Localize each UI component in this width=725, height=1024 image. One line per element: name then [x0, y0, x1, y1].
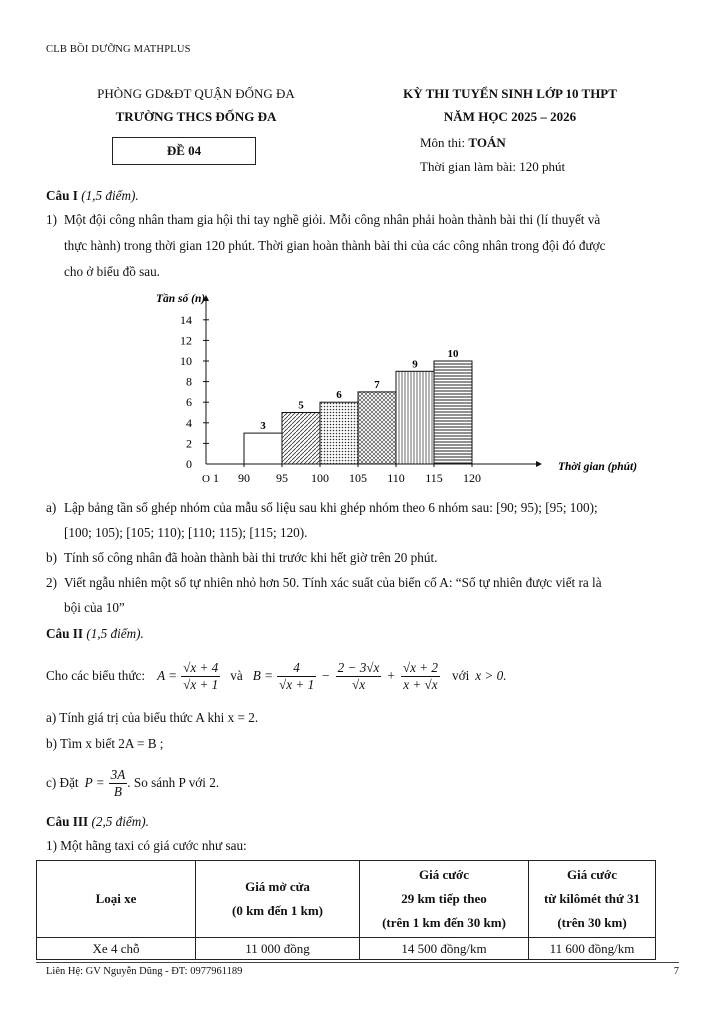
school-year: NĂM HỌC 2025 – 2026 [443, 109, 577, 124]
header-car-type: Loại xe [37, 861, 196, 938]
x-tick-label: 90 [238, 471, 250, 485]
x-tick-label: 115 [425, 471, 443, 485]
q1-b-num: b) [46, 550, 57, 565]
q1-heading [46, 186, 679, 206]
histogram-bar [282, 413, 320, 465]
q3-points: (2,5 điểm). [91, 814, 149, 829]
x-tick-label: 120 [463, 471, 481, 485]
expr-B1: $\frac{4}{√x + 1}$ [278, 659, 315, 692]
department-name: PHÒNG GD&ĐT QUẬN ĐỐNG ĐA [97, 86, 295, 101]
q1-p1-num: 1) [46, 212, 57, 227]
q2-expressions: Cho các biểu thức: A = $\frac{√x + 4}{√x + 1}$ và B = $\frac{4}{√x + 1}$ − $\frac{2 - 3√x}{√x}$ + $\frac{√x + 2}{x + √x}$ với x > 0. [46, 659, 507, 692]
origin-label: O [202, 473, 210, 485]
q3-title: Câu III [46, 814, 89, 829]
histogram-bar [358, 392, 396, 464]
expr-B2: $\frac{2 - 3√x}{√x}$ [337, 659, 380, 692]
q1-p1-line2: thực hành) trong thời gian 120 phút. Thời gian hoàn thành bài thi của các công nhân trong đội đó được [64, 238, 606, 253]
expr-A: $\frac{√x + 4}{√x + 1}$ [183, 659, 219, 692]
cell-from-31km: 11 600 đồng/km [529, 938, 656, 960]
q1-p2-num: 2) [46, 575, 57, 590]
cell-car-type: Xe 4 chỗ [37, 938, 196, 960]
q2-condition: x > 0. [475, 668, 507, 683]
q2-c-prefix: c) Đặt [46, 775, 79, 790]
q3-line1: 1) Một hãng taxi có giá cước như sau: [46, 838, 247, 853]
subject-line [420, 135, 506, 151]
y-tick-label: 12 [180, 333, 192, 348]
expr-B3: $\frac{√x + 2}{x + √x}$ [402, 659, 439, 692]
header-open-price: Giá mở cửa (0 km đến 1 km) [196, 861, 360, 938]
q2-c: c) Đặt P = $\frac{3A}{B}$ . So sánh P với 2. [46, 766, 220, 799]
q2-and: và [230, 668, 243, 683]
x-tick-label: 95 [276, 471, 288, 485]
q2-title: Câu II [46, 626, 84, 641]
cell-next-29km: 14 500 đồng/km [360, 938, 529, 960]
histogram-bar [434, 361, 472, 464]
y-tick-label: 8 [186, 374, 192, 389]
footer-contact: Liên Hệ: GV Nguyễn Dũng - ĐT: 0977961189 [46, 966, 243, 977]
q1-b-line: Tính số công nhân đã hoàn thành bài thi trước khi hết giờ trên 20 phút. [64, 550, 438, 565]
q1-a-line1: Lập bảng tần số ghép nhóm của mẫu số liệu sau khi ghép nhóm theo 6 nhóm sau: [90; 95); [95; 100); [64, 500, 598, 515]
bar-data-label: 5 [298, 399, 304, 412]
histogram-chart [140, 288, 638, 488]
y-tick-label: 14 [180, 312, 192, 327]
histogram-bar [320, 402, 358, 464]
x-tick-label: 100 [311, 471, 329, 485]
x-tick-label: 110 [387, 471, 405, 485]
q1-a-num: a) [46, 500, 57, 515]
q1-p1-line3: cho ở biểu đồ sau. [64, 264, 160, 279]
y-tick-label: 4 [186, 415, 192, 430]
q1-a-line2: [100; 105); [105; 110); [110; 115); [115; 120). [64, 525, 308, 540]
club-header: CLB BỒI DƯỠNG MATHPLUS [46, 44, 191, 55]
header-next-29km: Giá cước 29 km tiếp theo (trên 1 km đến 30 km) [360, 861, 529, 938]
bar-data-label: 6 [336, 389, 342, 402]
exam-code-box: ĐỀ 04 [112, 137, 256, 165]
subject-name: TOÁN [468, 135, 506, 150]
y-tick-label: 6 [186, 395, 192, 410]
q1-p2-line2: bội của 10” [64, 600, 125, 615]
q2-cond-prefix: với [452, 668, 470, 683]
q2-points: (1,5 điểm). [86, 626, 144, 641]
q2-heading [46, 624, 679, 644]
table-header-row [37, 861, 656, 938]
q2-b: b) Tìm x biết 2A = B ; [46, 736, 164, 751]
header-from-31km: Giá cước từ kilômét thứ 31 (trên 30 km) [529, 861, 656, 938]
q1-p2-line1: Viết ngẫu nhiên một số tự nhiên nhỏ hơn 50. Tính xác suất của biến cố A: “Số tự nhiên được viết ra là [64, 575, 602, 590]
q2-c-suffix: . So sánh P với 2. [127, 775, 220, 790]
y-tick-label: 10 [180, 354, 192, 368]
y-axis-label: Tần số (n) [156, 293, 206, 305]
q1-title: Câu I [46, 188, 78, 203]
taxi-price-table [36, 860, 656, 960]
page-number: 7 [673, 966, 679, 977]
histogram-bar [244, 433, 282, 464]
y-tick-label: 0 [186, 457, 192, 471]
cell-open-price: 11 000 đồng [196, 938, 360, 960]
x-tick-label: 1 [213, 471, 219, 485]
expr-P: $\frac{3A}{B}$ [110, 766, 126, 799]
subject-label: Môn thi: [420, 135, 469, 150]
x-tick-label: 105 [349, 471, 367, 485]
footer-divider [36, 962, 679, 963]
x-axis-label: Thời gian (phút) [558, 461, 638, 473]
table-row [37, 938, 656, 960]
q2-a: a) Tính giá trị của biểu thức A khi x = 2. [46, 710, 259, 725]
exam-title: KỲ THI TUYỂN SINH LỚP 10 THPT [403, 86, 617, 101]
exam-time: Thời gian làm bài: 120 phút [420, 159, 566, 174]
bar-data-label: 10 [447, 348, 459, 360]
q2-intro: Cho các biểu thức: [46, 668, 146, 683]
school-name: TRƯỜNG THCS ĐỐNG ĐA [115, 109, 277, 124]
bar-data-label: 7 [374, 378, 380, 391]
q1-p1-line1: Một đội công nhân tham gia hội thi tay nghề giỏi. Mỗi công nhân phải hoàn thành bài thi (lí thuyết và [64, 212, 601, 227]
q1-points: (1,5 điểm). [81, 188, 139, 203]
q3-heading [46, 812, 679, 832]
histogram-bar [396, 371, 434, 464]
bar-data-label: 3 [260, 420, 266, 433]
bar-data-label: 9 [412, 358, 418, 371]
y-tick-label: 2 [186, 436, 192, 451]
